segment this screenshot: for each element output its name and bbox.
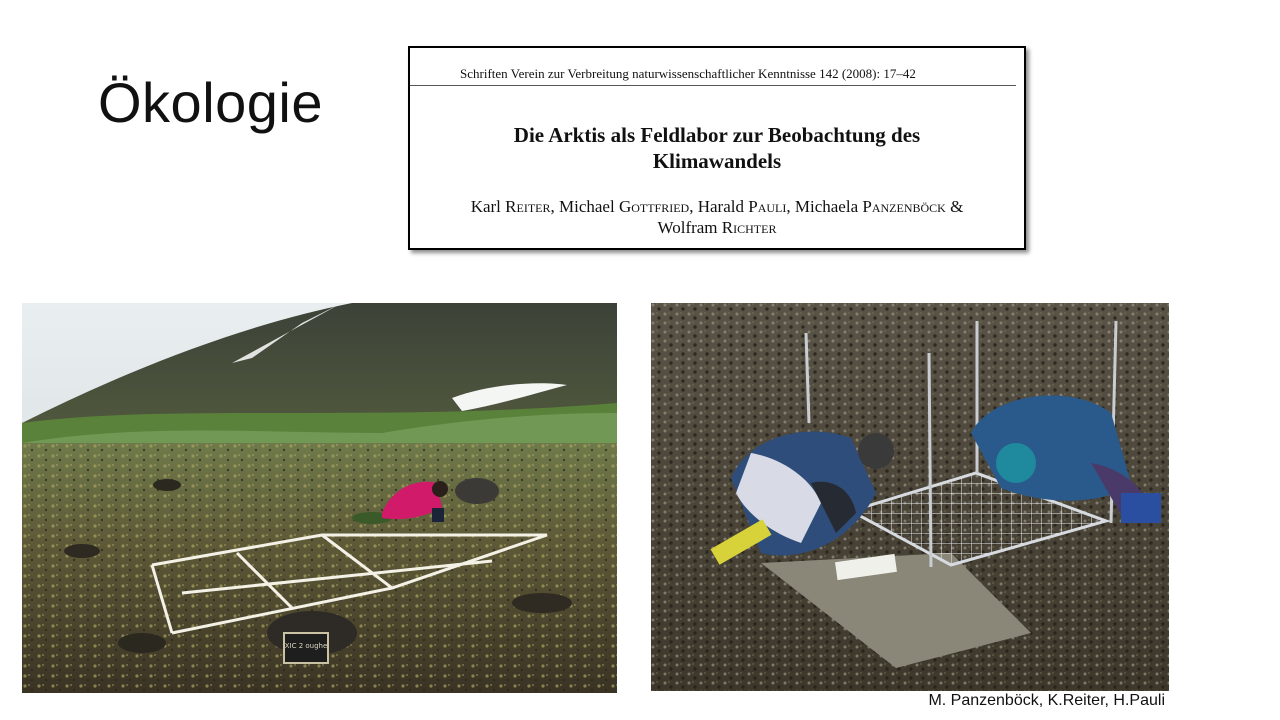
author-2-first: Michael (559, 197, 619, 216)
paper-title (410, 122, 1024, 174)
plot-sign-label: XIC 2 oughe (284, 642, 328, 650)
author-1-first: Karl (470, 197, 506, 216)
authors-line-1 (410, 196, 1024, 217)
paper-title-line-2: Klimawandels (652, 149, 782, 173)
author-1-last: Reiter (505, 197, 551, 216)
author-5-last: Richter (721, 218, 777, 237)
author-and: & (945, 197, 964, 216)
journal-citation: Schriften Verein zur Verbreitung naturwissenschaftlicher Kenntnisse 142 (2008): 17–42 (460, 66, 916, 81)
authors-line-2 (410, 217, 1024, 238)
author-3-first: Harald (697, 197, 749, 216)
author-5-first: Wolfram (657, 218, 722, 237)
header-rule (410, 85, 1016, 86)
slide-title: Ökologie (98, 71, 324, 134)
author-separator: , (786, 197, 795, 216)
author-4-first: Michaela (794, 197, 863, 216)
photo-credit: M. Panzenböck, K.Reiter, H.Pauli (928, 692, 1165, 709)
photo-grid-frame-survey (651, 303, 1169, 691)
photo-arctic-slope-survey (22, 303, 617, 693)
author-2-last: Gottfried (618, 197, 690, 216)
author-separator: , (689, 197, 698, 216)
author-4-last: Panzenböck (862, 197, 946, 216)
author-3-last: Pauli (748, 197, 787, 216)
paper-header-image (408, 46, 1026, 250)
paper-authors (410, 196, 1024, 238)
paper-title-line-1: Die Arktis als Feldlabor zur Beobachtung des (513, 123, 921, 147)
author-separator: , (550, 197, 559, 216)
